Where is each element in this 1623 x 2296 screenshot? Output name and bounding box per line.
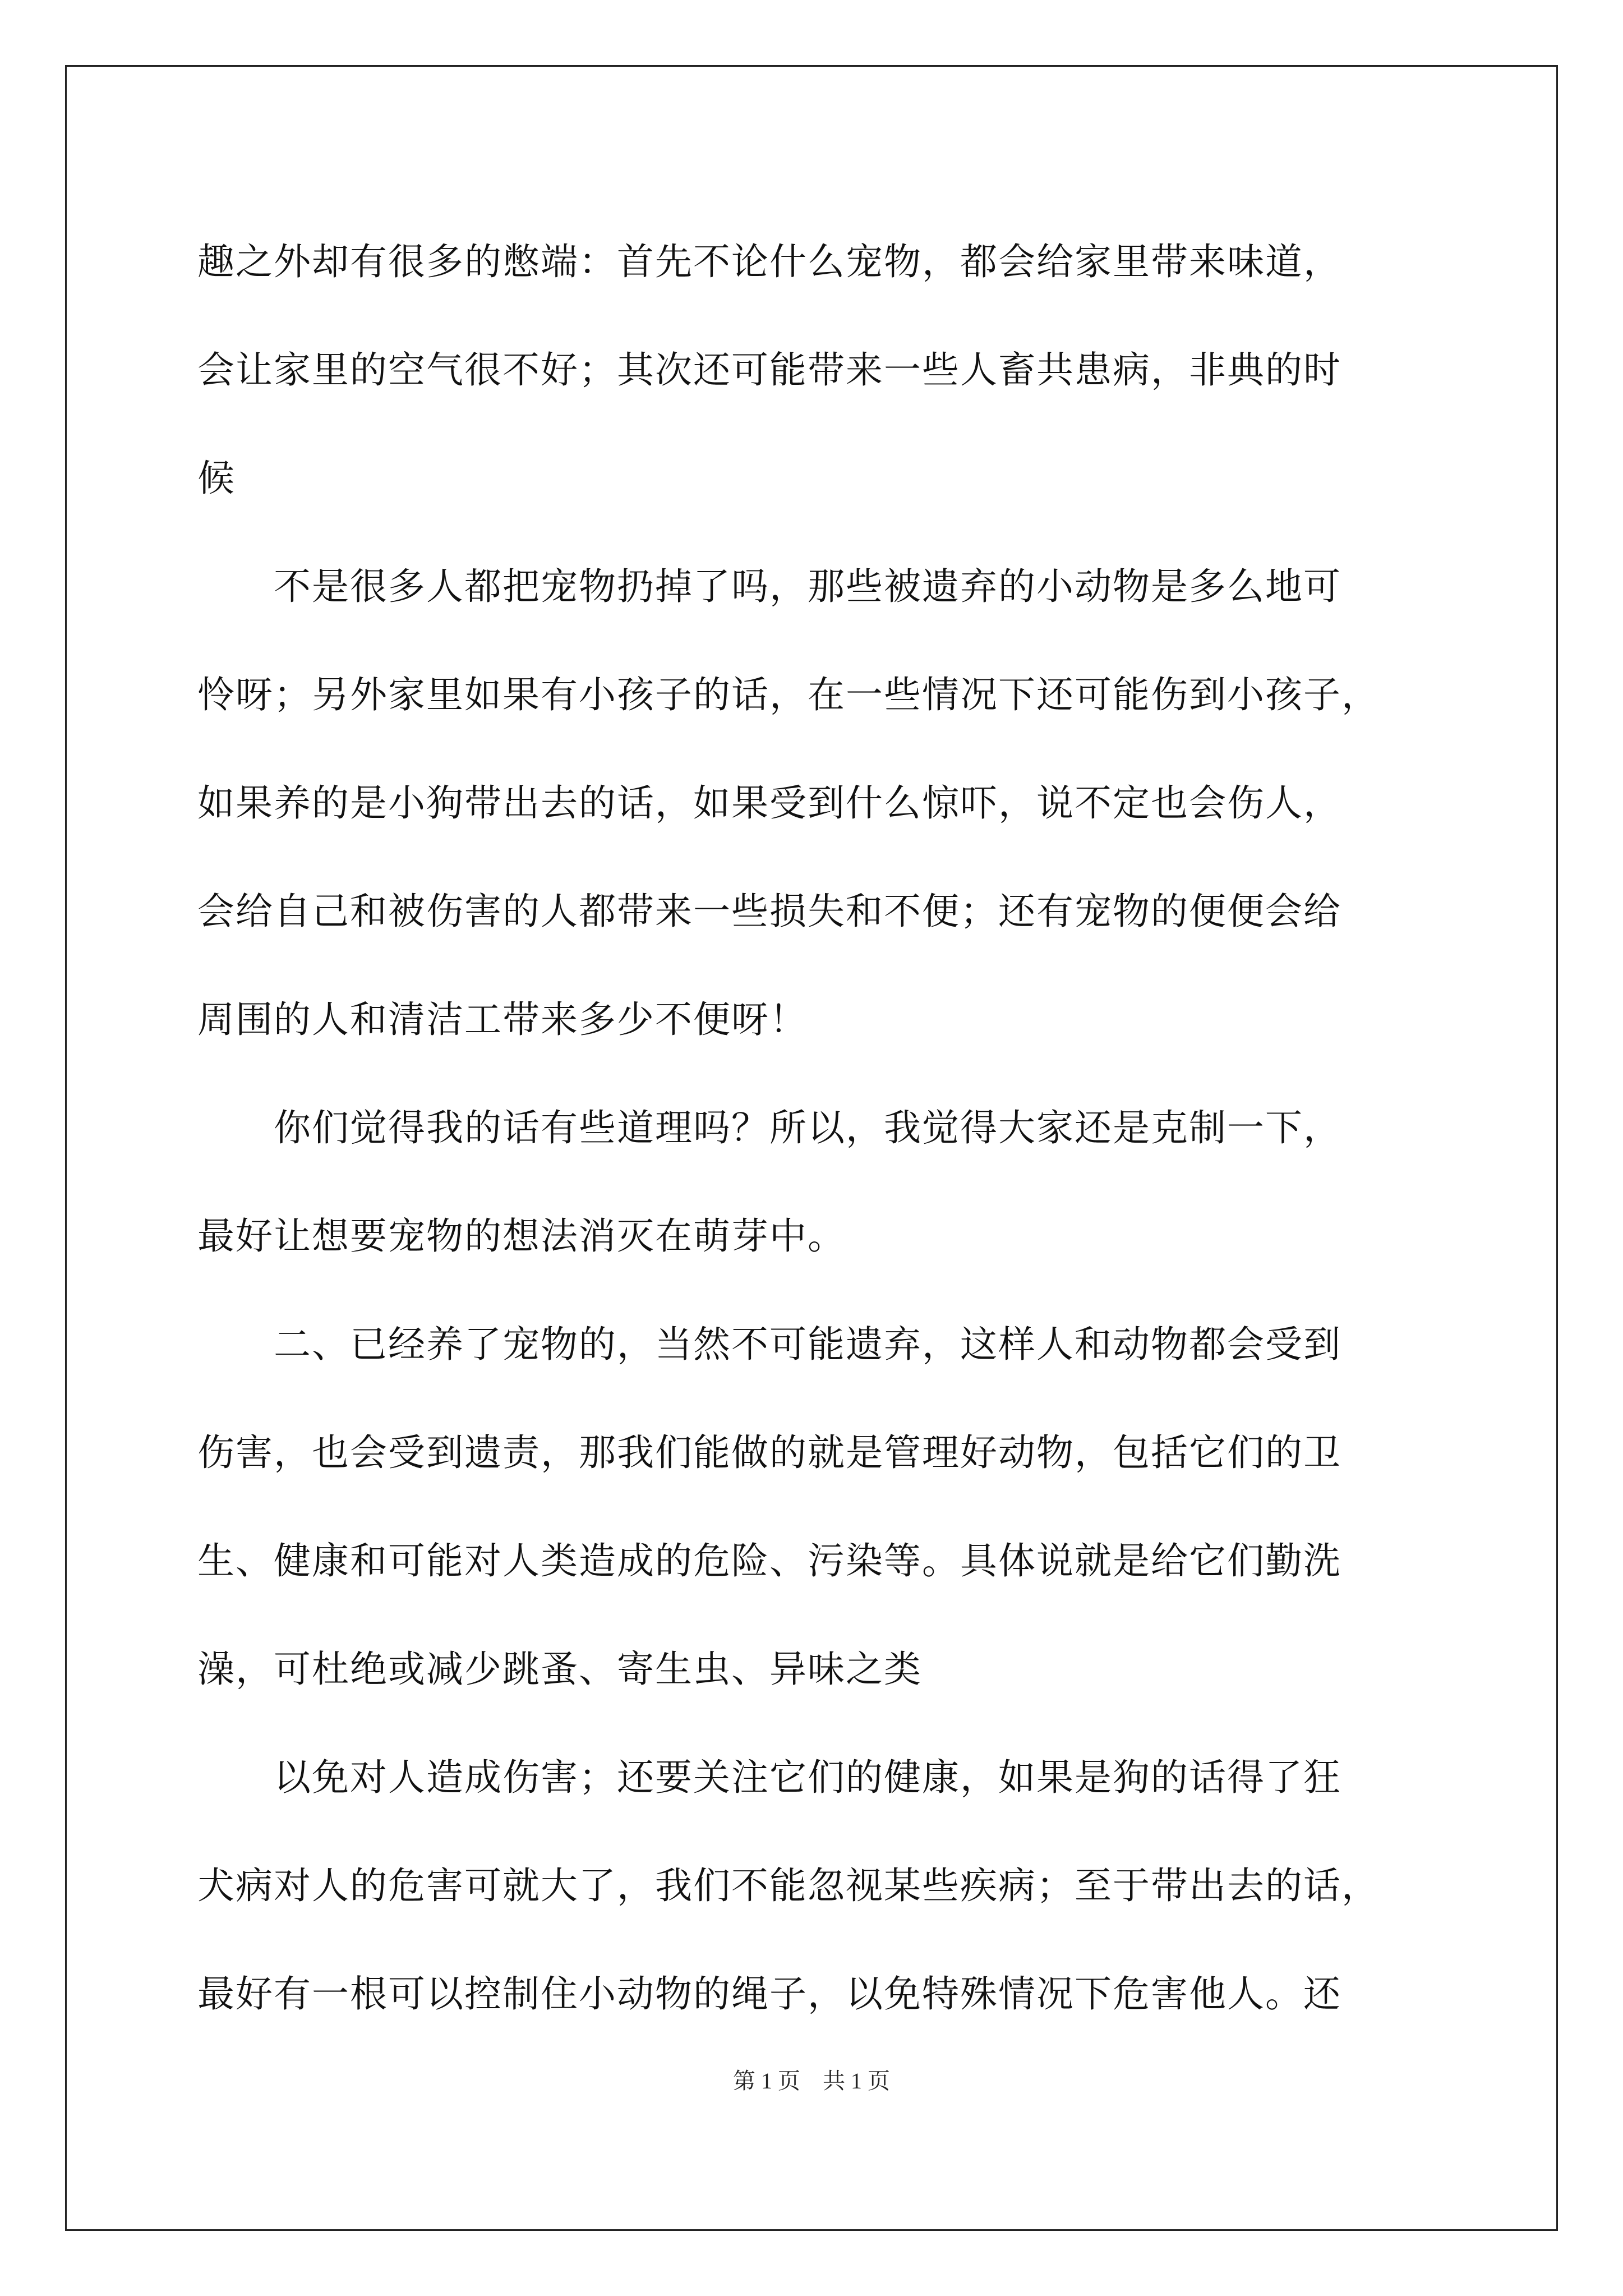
paragraph-5: 以免对人造成伤害；还要关注它们的健康，如果是狗的话得了狂 犬病对人的危害可就大了，我们不能忽视某些疾病；至于带出去的话， 最好有一根可以控制住小动物的绳子，以免特殊情况下危害他人。还 <box>197 1756 1380 2016</box>
document-body <box>197 208 1431 2048</box>
paragraph-2: 不是很多人都把宠物扔掉了吗，那些被遗弃的小动物是多么地可 怜呀；另外家里如果有小孩子的话，在一些情况下还可能伤到小孩子， 如果养的是小狗带出去的话，如果受到什么惊吓，说不定也会伤人， 会给自己和被伤害的人都带来一些损失和不便；还有宠物的便便会给 周围的人和清洁工带来多少不便呀！ <box>197 565 1380 1041</box>
paragraph-3: 你们觉得我的话有些道理吗？所以，我觉得大家还是克制一下， 最好让想要宠物的想法消灭在萌芽中。 <box>197 1106 1341 1258</box>
paragraph-1: 趣之外却有很多的憋端：首先不论什么宠物，都会给家里带来味道， 会让家里的空气很不好；其次还可能带来一些人畜共患病，非典的时 候 <box>197 240 1341 500</box>
page-number-footer: 第 1 页 共 1 页 <box>733 2068 890 2093</box>
paragraph-4: 二、已经养了宠物的，当然不可能遗弃，这样人和动物都会受到 伤害，也会受到遗责，那我们能做的就是管理好动物，包括它们的卫 生、健康和可能对人类造成的危险、污染等。具体说就是给它们勤洗 澡，可杜绝或减少跳蚤、寄生虫、异味之类 <box>197 1323 1341 1691</box>
